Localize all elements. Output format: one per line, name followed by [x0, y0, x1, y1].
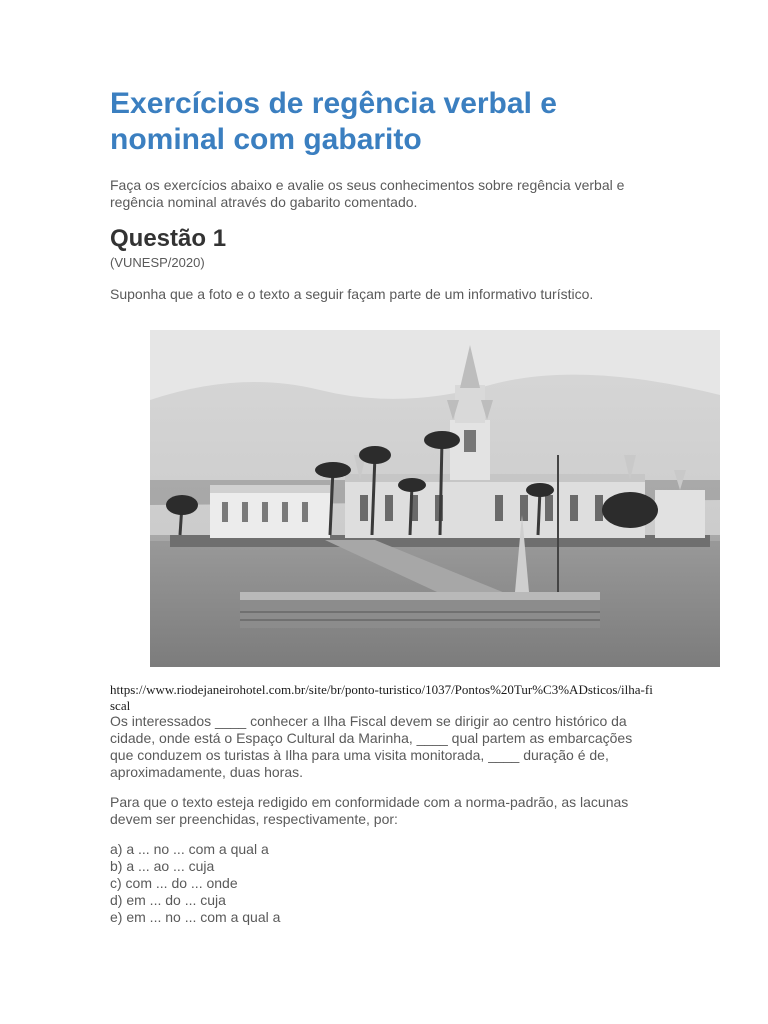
- question-heading: Questão 1: [110, 225, 227, 252]
- article-intro: Faça os exercícios abaixo e avalie os seus conhecimentos sobre regência verbal e regência nominal através do gabarito comentado.: [110, 177, 625, 210]
- answer-options: [110, 841, 280, 926]
- option-e: e) em ... no ... com a qual a: [110, 909, 281, 925]
- question-lead: Suponha que a foto e o texto a seguir façam parte de um informativo turístico.: [110, 286, 594, 302]
- ilha-fiscal-photo: [150, 330, 720, 667]
- option-a: a) a ... no ... com a qual a: [110, 841, 269, 857]
- image-source-url: https://www.riodejaneirohotel.com.br/site/br/ponto-turistico/1037/Pontos%20Tur%C3%ADsticos/ilha-fiscal: [110, 682, 653, 713]
- ilha-fiscal-illustration: [150, 330, 720, 667]
- question-body: Os interessados ____ conhecer a Ilha Fiscal devem se dirigir ao centro histórico da cidade, onde está o Espaço Cultural da Marinha, ____ qual partem as embarcações que conduzem os turistas à Ilha para uma visita monitorada, ____ duração é de, aproximadamente, duas horas.: [110, 713, 633, 780]
- question-source: (VUNESP/2020): [110, 255, 205, 270]
- question-prompt: Para que o texto esteja redigido em conformidade com a norma-padrão, as lacunas devem ser preenchidas, respectivamente, por:: [110, 794, 629, 827]
- option-c: c) com ... do ... onde: [110, 875, 238, 891]
- article-title: Exercícios de regência verbal e nominal com gabarito: [110, 87, 557, 156]
- option-b: b) a ... ao ... cuja: [110, 858, 215, 874]
- option-d: d) em ... do ... cuja: [110, 892, 226, 908]
